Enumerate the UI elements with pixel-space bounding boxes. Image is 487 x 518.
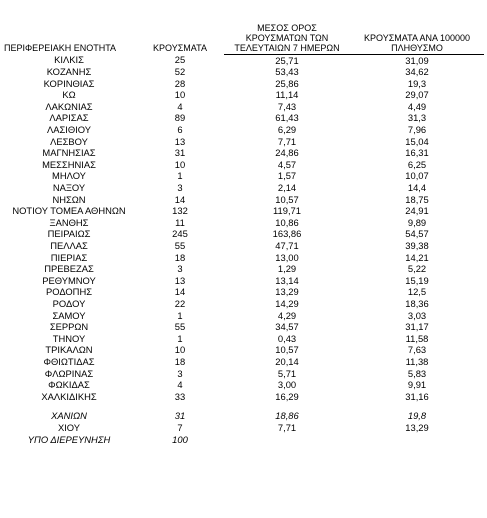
region-cell: ΚΙΛΚΙΣ <box>54 54 84 66</box>
avg7-cell: 7,43 <box>277 100 297 112</box>
cases-cell: 3 <box>177 367 183 379</box>
table-row <box>2 422 484 434</box>
cases-cell: 11 <box>175 216 185 228</box>
table-row <box>2 147 484 159</box>
cases-cell: 3 <box>177 182 183 194</box>
cases-cell: 1 <box>177 170 183 182</box>
table-row <box>2 159 484 171</box>
cases-cell: 4 <box>177 100 183 112</box>
table-row <box>2 89 484 101</box>
avg7-cell: 119,71 <box>273 205 301 217</box>
table-row <box>2 217 484 229</box>
per100k-cell: 31,16 <box>405 390 429 402</box>
region-cell: ΜΑΓΝΗΣΙΑΣ <box>42 147 96 159</box>
region-cell: ΛΑΡΙΣΑΣ <box>49 112 89 124</box>
avg7-cell: 1,57 <box>277 170 297 182</box>
avg7-cell: 7,71 <box>277 421 297 433</box>
region-cell: ΜΗΛΟΥ <box>52 170 86 182</box>
table-row <box>2 310 484 322</box>
cases-cell: 100 <box>172 433 188 445</box>
avg7-cell: 61,43 <box>275 112 299 124</box>
per100k-cell: 4,49 <box>407 100 427 112</box>
avg7-cell: 5,71 <box>277 367 297 379</box>
region-cell: ΚΩ <box>62 89 76 101</box>
cases-cell: 52 <box>174 66 186 78</box>
table-row <box>2 298 484 310</box>
per100k-cell: 14,4 <box>407 182 427 194</box>
avg7-cell: 25,86 <box>275 77 299 89</box>
region-cell: ΧΑΝΙΩΝ <box>51 410 87 422</box>
cases-table <box>2 8 484 445</box>
avg7-cell: 18,86 <box>275 410 299 422</box>
table-row <box>2 344 484 356</box>
header-avg7: ΜΕΣΟΣ ΟΡΟΣ ΚΡΟΥΣΜΑΤΩΝ ΤΩΝ ΤΕΛΕΥΤΑΙΩΝ 7 ΗΜΕΡΩΝ <box>224 8 350 54</box>
avg7-cell: 7,71 <box>277 135 297 147</box>
table-row <box>2 379 484 391</box>
cases-cell: 89 <box>174 112 186 124</box>
region-cell: ΦΘΙΩΤΙΔΑΣ <box>43 355 95 367</box>
per100k-cell: 31,17 <box>405 321 429 333</box>
region-cell: ΡΟΔΟΥ <box>52 297 86 309</box>
avg7-cell: 13,14 <box>275 274 299 286</box>
region-cell: ΚΟΡΙΝΘΙΑΣ <box>43 77 95 89</box>
region-cell: ΡΟΔΟΠΗΣ <box>45 286 93 298</box>
table-row <box>2 240 484 252</box>
cases-cell: 132 <box>172 205 188 217</box>
cases-cell: 4 <box>177 379 183 391</box>
per100k-cell: 9,91 <box>407 379 427 391</box>
region-cell: ΡΕΘΥΜΝΟΥ <box>42 274 96 286</box>
per100k-cell: 16,31 <box>405 147 429 159</box>
per100k-cell <box>350 434 484 446</box>
table-row <box>2 434 484 446</box>
avg7-cell <box>224 434 350 446</box>
per100k-cell: 6,25 <box>407 158 427 170</box>
per100k-cell: 31,3 <box>407 112 427 124</box>
table-row <box>2 78 484 90</box>
region-cell: ΞΑΝΘΗΣ <box>49 216 89 228</box>
avg7-cell: 0,43 <box>277 332 297 344</box>
avg7-cell: 163,86 <box>272 228 302 240</box>
table-row <box>2 124 484 136</box>
avg7-cell: 13,00 <box>275 251 299 263</box>
table-row <box>2 275 484 287</box>
cases-cell: 1 <box>177 309 183 321</box>
per100k-cell: 11,38 <box>405 355 429 367</box>
avg7-cell: 4,57 <box>277 158 297 170</box>
table-body <box>2 54 484 445</box>
table-row <box>2 205 484 217</box>
per100k-cell: 18,36 <box>405 297 429 309</box>
per100k-cell: 9,89 <box>407 216 427 228</box>
table-row <box>2 182 484 194</box>
avg7-cell: 3,00 <box>277 379 297 391</box>
avg7-cell: 24,86 <box>275 147 299 159</box>
table-row <box>2 321 484 333</box>
avg7-cell: 16,29 <box>275 390 299 402</box>
cases-cell: 22 <box>174 297 186 309</box>
header-region: ΠΕΡΙΦΕΡΕΙΑΚΗ ΕΝΟΤΗΤΑ <box>4 43 117 53</box>
avg7-cell: 6,29 <box>277 124 297 136</box>
table-row <box>2 228 484 240</box>
table-row <box>2 286 484 298</box>
region-cell: ΤΗΝΟΥ <box>52 332 86 344</box>
table-row <box>2 410 484 422</box>
header-per100k: ΚΡΟΥΣΜΑΤΑ ΑΝΑ 100000 ΠΛΗΘΥΣΜΟ <box>350 8 484 54</box>
cases-cell: 3 <box>177 263 183 275</box>
cases-cell: 14 <box>174 193 186 205</box>
region-cell: ΝΗΣΩΝ <box>52 193 86 205</box>
cases-cell: 55 <box>174 321 186 333</box>
avg7-cell: 10,57 <box>275 193 299 205</box>
cases-cell: 18 <box>174 251 186 263</box>
region-cell: ΜΕΣΣΗΝΙΑΣ <box>42 158 96 170</box>
avg7-cell: 2,14 <box>277 182 297 194</box>
table-row <box>2 368 484 380</box>
region-cell: ΠΕΙΡΑΙΩΣ <box>47 228 91 240</box>
per100k-cell: 19,8 <box>407 410 427 422</box>
cases-cell: 13 <box>174 135 186 147</box>
avg7-cell: 14,29 <box>275 297 299 309</box>
table-row <box>2 66 484 78</box>
per100k-cell: 11,58 <box>405 332 429 344</box>
region-cell: ΛΑΣΙΘΙΟΥ <box>46 124 92 136</box>
header-cases: ΚΡΟΥΣΜΑΤΑ <box>153 43 207 53</box>
region-cell: ΝΟΤΙΟΥ ΤΟΜΕΑ ΑΘΗΝΩΝ <box>12 205 126 217</box>
region-cell: ΤΡΙΚΑΛΩΝ <box>45 344 93 356</box>
per100k-cell: 3,03 <box>407 309 427 321</box>
header-row <box>2 8 484 54</box>
avg7-cell: 34,57 <box>275 321 299 333</box>
cases-cell: 1 <box>177 332 183 344</box>
region-cell: ΦΛΩΡΙΝΑΣ <box>44 367 94 379</box>
cases-cell: 10 <box>174 89 186 101</box>
per100k-cell: 15,04 <box>405 135 429 147</box>
cases-cell: 14 <box>174 286 186 298</box>
region-cell: ΛΕΣΒΟΥ <box>50 135 88 147</box>
cases-cell: 6 <box>177 124 183 136</box>
region-cell: ΝΑΞΟΥ <box>52 182 86 194</box>
per100k-cell: 29,07 <box>405 89 429 101</box>
table-row <box>2 54 484 66</box>
per100k-cell: 5,83 <box>407 367 427 379</box>
table-row <box>2 356 484 368</box>
region-cell: ΦΩΚΙΔΑΣ <box>48 379 90 391</box>
table-row <box>2 136 484 148</box>
cases-cell: 33 <box>174 390 186 402</box>
table-row <box>2 333 484 345</box>
region-cell: ΥΠΟ ΔΙΕΡΕΥΝΗΣΗ <box>27 433 111 445</box>
avg7-cell: 25,71 <box>275 54 299 66</box>
region-cell: ΠΙΕΡΙΑΣ <box>50 251 88 263</box>
avg7-cell: 10,86 <box>275 216 299 228</box>
table-row <box>2 101 484 113</box>
avg7-cell: 10,57 <box>275 344 299 356</box>
region-cell: ΠΡΕΒΕΖΑΣ <box>44 263 94 275</box>
table-row <box>2 170 484 182</box>
per100k-cell: 54,57 <box>405 228 429 240</box>
region-cell: ΛΑΚΩΝΙΑΣ <box>45 100 93 112</box>
cases-cell: 10 <box>174 158 186 170</box>
cases-cell: 31 <box>174 410 186 422</box>
per100k-cell: 15,19 <box>405 274 429 286</box>
per100k-cell: 39,38 <box>405 240 429 251</box>
per100k-cell: 10,07 <box>405 170 429 182</box>
per100k-cell: 31,09 <box>405 54 429 66</box>
cases-cell: 25 <box>174 54 186 66</box>
per100k-cell: 5,22 <box>407 263 427 275</box>
cases-cell: 28 <box>174 77 186 89</box>
per100k-cell: 14,21 <box>405 251 429 263</box>
cases-cell: 7 <box>177 421 183 433</box>
region-cell: ΣΕΡΡΩΝ <box>49 321 89 333</box>
table-row <box>2 391 484 403</box>
spacer-row <box>2 402 484 410</box>
avg7-cell: 4,29 <box>277 309 297 321</box>
table-row <box>2 252 484 264</box>
per100k-cell: 18,75 <box>405 193 429 205</box>
per100k-cell: 19,3 <box>407 77 427 89</box>
avg7-cell: 11,14 <box>275 89 299 101</box>
cases-cell: 31 <box>174 147 186 159</box>
cases-cell: 10 <box>174 344 186 356</box>
region-cell: ΧΙΟΥ <box>57 421 81 433</box>
cases-cell: 55 <box>174 240 186 251</box>
cases-cell: 18 <box>174 355 186 367</box>
per100k-cell: 7,63 <box>407 344 427 356</box>
table-row <box>2 263 484 275</box>
avg7-cell: 13,29 <box>275 286 299 298</box>
per100k-cell: 13,29 <box>405 421 429 433</box>
region-cell: ΧΑΛΚΙΔΙΚΗΣ <box>41 390 97 402</box>
region-cell: ΚΟΖΑΝΗΣ <box>46 66 92 78</box>
per100k-cell: 7,96 <box>407 124 427 136</box>
region-cell: ΠΕΛΛΑΣ <box>50 240 88 251</box>
cases-cell: 13 <box>174 274 186 286</box>
table-row <box>2 112 484 124</box>
per100k-cell: 12,5 <box>407 286 427 298</box>
per100k-cell: 34,62 <box>405 66 429 78</box>
avg7-cell: 20,14 <box>275 355 299 367</box>
table-row <box>2 194 484 206</box>
avg7-cell: 47,71 <box>275 240 299 251</box>
per100k-cell: 24,91 <box>405 205 429 217</box>
region-cell: ΣΑΜΟΥ <box>52 309 86 321</box>
avg7-cell: 53,43 <box>275 66 299 78</box>
avg7-cell: 1,29 <box>277 263 297 275</box>
cases-cell: 245 <box>172 228 188 240</box>
